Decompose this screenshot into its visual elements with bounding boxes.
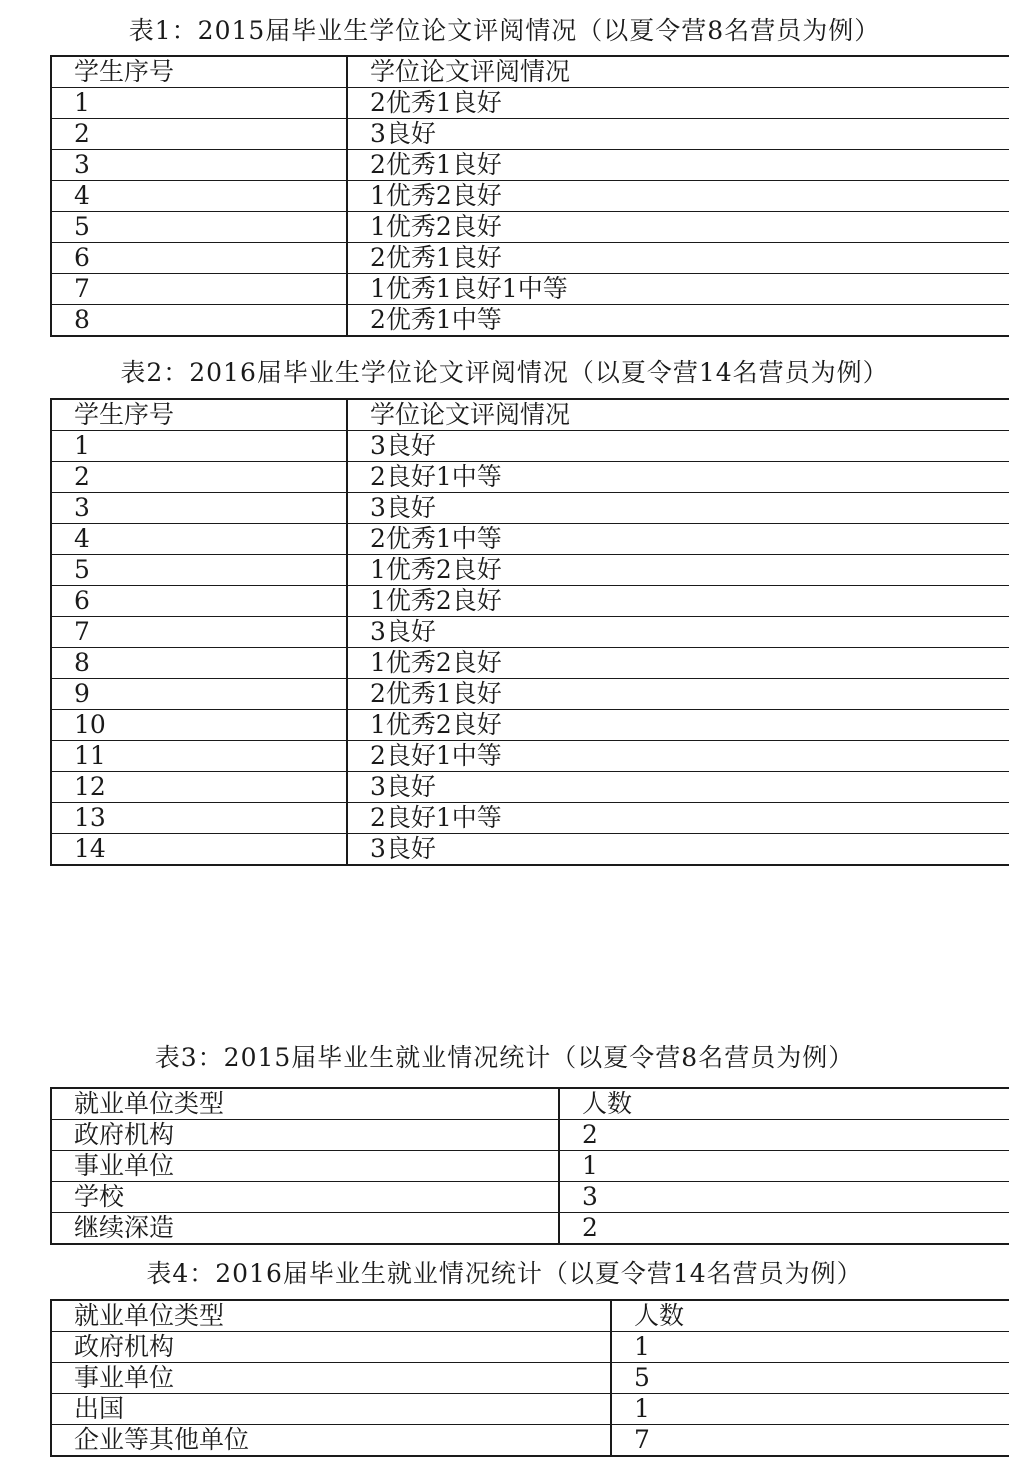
column-header: 学位论文评阅情况 [347, 56, 1009, 88]
table-cell: 11 [51, 741, 347, 772]
table-header-row [51, 1300, 1009, 1332]
column-header: 人数 [559, 1088, 1009, 1120]
table-cell: 1优秀2良好 [347, 181, 1009, 212]
table-row [51, 1363, 1009, 1394]
table3-caption: 表3：2015届毕业生就业情况统计（以夏令营8名营员为例） [154, 1043, 855, 1072]
table-row [51, 1425, 1009, 1457]
table-cell: 1优秀2良好 [347, 586, 1009, 617]
table-cell: 2优秀1中等 [347, 524, 1009, 555]
table-cell: 3良好 [347, 617, 1009, 648]
table-cell: 2优秀1中等 [370, 305, 502, 334]
table-cell: 7 [51, 274, 347, 305]
table-cell: 1优秀2良好 [347, 710, 1009, 741]
table-cell: 3 [51, 493, 347, 524]
table-cell: 2良好1中等 [347, 741, 1009, 772]
table-row [51, 1182, 1009, 1213]
table-cell: 3良好 [370, 834, 436, 863]
table-cell: 事业单位 [51, 1363, 611, 1394]
table-row [51, 462, 1009, 493]
table-cell: 3良好 [347, 119, 1009, 150]
table-cell: 8 [51, 305, 347, 337]
employment-table-2016 [50, 1299, 1009, 1457]
table-cell: 9 [51, 679, 347, 710]
table-cell: 3良好 [347, 493, 1009, 524]
table-cell: 1优秀2良好 [347, 555, 1009, 586]
table-cell: 3良好 [347, 772, 1009, 803]
table-cell: 2优秀1良好 [347, 88, 1009, 119]
column-header: 学生序号 [51, 399, 347, 431]
column-header: 人数 [611, 1300, 1009, 1332]
table-row [51, 710, 1009, 741]
table-row [51, 274, 1009, 305]
table-cell: 6 [51, 586, 347, 617]
table-row [51, 88, 1009, 119]
table1-caption: 表1：2015届毕业生学位论文评阅情况（以夏令营8名营员为例） [128, 16, 881, 45]
table-row [51, 1332, 1009, 1363]
table-cell: 1 [611, 1394, 1009, 1425]
table-row [51, 524, 1009, 555]
table-cell: 1 [611, 1332, 1009, 1363]
column-header: 就业单位类型 [51, 1300, 611, 1332]
table-cell: 1 [559, 1151, 1009, 1182]
table-row [51, 679, 1009, 710]
table-row [51, 803, 1009, 834]
table4-caption: 表4：2016届毕业生就业情况统计（以夏令营14名营员为例） [146, 1259, 863, 1288]
table-row [51, 648, 1009, 679]
table-row [51, 181, 1009, 212]
table-row [51, 1151, 1009, 1182]
table-cell: 2 [559, 1120, 1009, 1151]
table-cell: 6 [51, 243, 347, 274]
table-header-row [51, 399, 1009, 431]
table-row [51, 586, 1009, 617]
table-cell: 企业等其他单位 [51, 1425, 611, 1457]
table-row [51, 1120, 1009, 1151]
table-cell: 3 [51, 150, 347, 181]
table-cell: 4 [51, 181, 347, 212]
table-cell: 学校 [51, 1182, 559, 1213]
table-cell: 5 [611, 1363, 1009, 1394]
table-cell: 13 [51, 803, 347, 834]
table-cell: 2良好1中等 [347, 803, 1009, 834]
table-header-row [51, 1088, 1009, 1120]
table-row [51, 617, 1009, 648]
thesis-review-table-2015 [50, 55, 1009, 337]
table-cell: 4 [51, 524, 347, 555]
table-cell: 2 [51, 119, 347, 150]
table-row [51, 305, 1009, 337]
table-cell: 10 [51, 710, 347, 741]
table-row [51, 243, 1009, 274]
table-row [51, 493, 1009, 524]
table-cell: 2优秀1良好 [347, 243, 1009, 274]
table-cell: 5 [51, 212, 347, 243]
table-cell: 3良好 [347, 431, 1009, 462]
table-cell: 1优秀1良好1中等 [347, 274, 1009, 305]
table-row [51, 741, 1009, 772]
table-row [51, 834, 1009, 866]
table-cell: 继续深造 [51, 1213, 559, 1245]
table-cell: 1优秀2良好 [347, 648, 1009, 679]
table-cell: 2优秀1良好 [347, 150, 1009, 181]
table-row [51, 119, 1009, 150]
table-row [51, 1213, 1009, 1245]
table-cell: 政府机构 [51, 1332, 611, 1363]
thesis-review-table-2016 [50, 398, 1009, 866]
column-header: 学生序号 [51, 56, 347, 88]
table-row [51, 772, 1009, 803]
table-cell: 1 [51, 88, 347, 119]
table-cell: 14 [51, 834, 347, 866]
table-row [51, 150, 1009, 181]
table-cell: 12 [51, 772, 347, 803]
table-cell: 事业单位 [51, 1151, 559, 1182]
table-row [51, 1394, 1009, 1425]
table-cell: 2 [51, 462, 347, 493]
column-header: 就业单位类型 [51, 1088, 559, 1120]
table-row [51, 555, 1009, 586]
table-cell: 7 [51, 617, 347, 648]
table-cell: 2优秀1良好 [347, 679, 1009, 710]
table-cell: 5 [51, 555, 347, 586]
table-cell: 1 [51, 431, 347, 462]
table-cell: 2 [582, 1213, 598, 1242]
table-cell: 2良好1中等 [347, 462, 1009, 493]
table-cell: 政府机构 [51, 1120, 559, 1151]
table-cell: 1优秀2良好 [347, 212, 1009, 243]
table2-caption: 表2：2016届毕业生学位论文评阅情况（以夏令营14名营员为例） [120, 358, 889, 387]
table-cell: 7 [634, 1425, 650, 1454]
column-header: 学位论文评阅情况 [347, 399, 1009, 431]
table-row [51, 212, 1009, 243]
table-row [51, 431, 1009, 462]
table-cell: 出国 [51, 1394, 611, 1425]
table-header-row [51, 56, 1009, 88]
table-cell: 8 [51, 648, 347, 679]
table-cell: 3 [559, 1182, 1009, 1213]
employment-table-2015 [50, 1087, 1009, 1245]
